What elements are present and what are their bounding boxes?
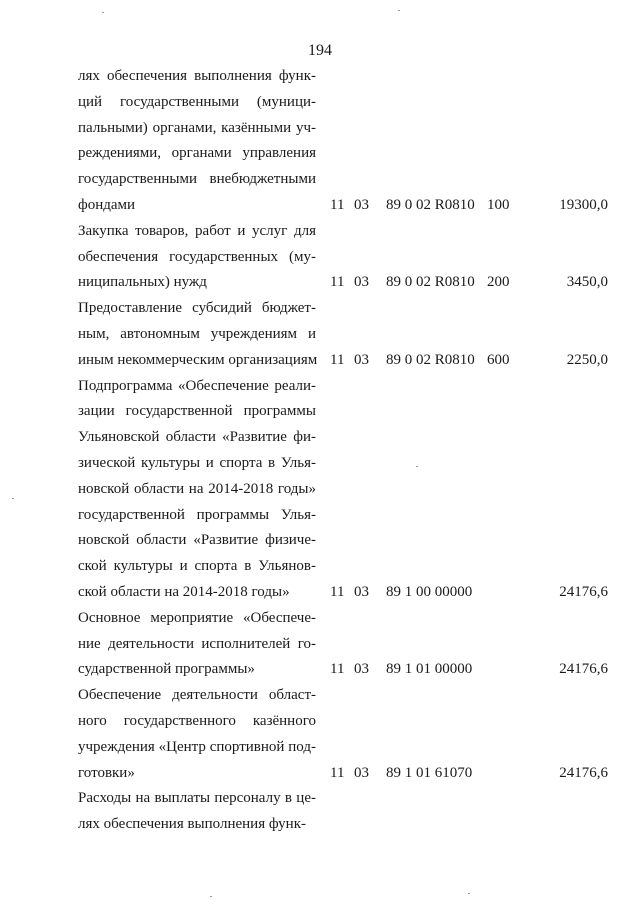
row-description-line: лях обеспечения выполнения функ- <box>78 816 306 833</box>
subsection-code: 03 <box>354 351 369 368</box>
row-description-line: ций государственными (муници- <box>78 93 316 110</box>
section-code: 11 <box>330 274 345 291</box>
scan-speck <box>102 12 104 13</box>
row-description-line: Закупка товаров, работ и услуг для <box>78 222 316 239</box>
amount: 3450,0 <box>566 274 608 291</box>
amount: 24176,6 <box>559 764 608 781</box>
row-description-line: пальными) органами, казёнными уч- <box>78 119 316 136</box>
row-description-line: фондами <box>78 197 136 213</box>
section-code: 11 <box>330 197 345 213</box>
row-description-line: Расходы на выплаты персоналу в це- <box>78 790 316 807</box>
target-article-code: 89 0 02 R0810 <box>386 351 475 368</box>
row-description-line: сударственной программы» <box>78 661 255 678</box>
row-description-line: Основное мероприятие «Обеспече- <box>78 609 316 626</box>
section-code: 11 <box>330 351 345 368</box>
scan-speck <box>210 896 212 897</box>
row-description-line: новской области «Развитие физиче- <box>78 532 316 549</box>
row-description-line: зации государственной программы <box>78 403 316 420</box>
amount: 19300,0 <box>559 197 608 213</box>
target-article-code: 89 1 01 00000 <box>386 661 473 678</box>
row-description-line: готовки» <box>78 764 135 781</box>
amount: 2250,0 <box>566 351 608 368</box>
row-description-line: государственными внебюджетными <box>78 171 316 188</box>
row-description-line: зической культуры и спорта в Улья- <box>78 455 316 471</box>
subsection-code: 03 <box>354 584 369 600</box>
row-description-line: Предоставление субсидий бюджет- <box>78 300 316 317</box>
target-article-code: 89 0 02 R0810 <box>386 274 475 291</box>
subsection-code: 03 <box>354 661 369 678</box>
subsection-code: 03 <box>354 764 369 781</box>
row-description-line: учреждения «Центр спортивной под- <box>78 738 316 755</box>
expense-type-code: 600 <box>487 351 510 368</box>
expense-type-code: 100 <box>487 197 510 213</box>
row-description-line: иным некоммерческим организациям <box>78 351 318 368</box>
scan-speck <box>416 466 418 467</box>
expense-type-code: 200 <box>487 274 510 291</box>
subsection-code: 03 <box>354 197 369 213</box>
row-description-line: ного государственного казённого <box>78 713 316 729</box>
row-description-line: ской культуры и спорта в Ульянов- <box>78 558 316 575</box>
row-description-line: обеспечения государственных (му- <box>78 248 316 265</box>
page-number: 194 <box>308 42 332 59</box>
target-article-code: 89 1 00 00000 <box>386 584 473 600</box>
target-article-code: 89 1 01 61070 <box>386 764 473 781</box>
section-code: 11 <box>330 661 345 678</box>
row-description-line: ным, автономным учреждениям и <box>78 326 316 342</box>
row-description-line: ской области на 2014-2018 годы» <box>78 584 290 600</box>
row-description-line: государственной программы Улья- <box>78 506 316 523</box>
subsection-code: 03 <box>354 274 369 291</box>
section-code: 11 <box>330 764 345 781</box>
amount: 24176,6 <box>559 661 608 678</box>
row-description-line: Ульяновской области «Развитие фи- <box>78 429 316 446</box>
section-code: 11 <box>330 584 345 600</box>
target-article-code: 89 0 02 R0810 <box>386 197 475 213</box>
scan-speck <box>398 10 400 11</box>
row-description-line: реждениями, органами управления <box>78 145 316 162</box>
row-description-line: ние деятельности исполнителей го- <box>78 635 316 652</box>
row-description-line: Обеспечение деятельности област- <box>78 687 316 704</box>
row-description-line: лях обеспечения выполнения функ- <box>78 68 316 84</box>
amount: 24176,6 <box>559 584 608 600</box>
scan-speck <box>468 893 470 894</box>
row-description-line: Подпрограмма «Обеспечение реали- <box>78 377 316 394</box>
scan-speck <box>12 498 14 499</box>
row-description-line: новской области на 2014-2018 годы» <box>78 480 316 497</box>
row-description-line: ниципальных) нужд <box>78 274 207 291</box>
